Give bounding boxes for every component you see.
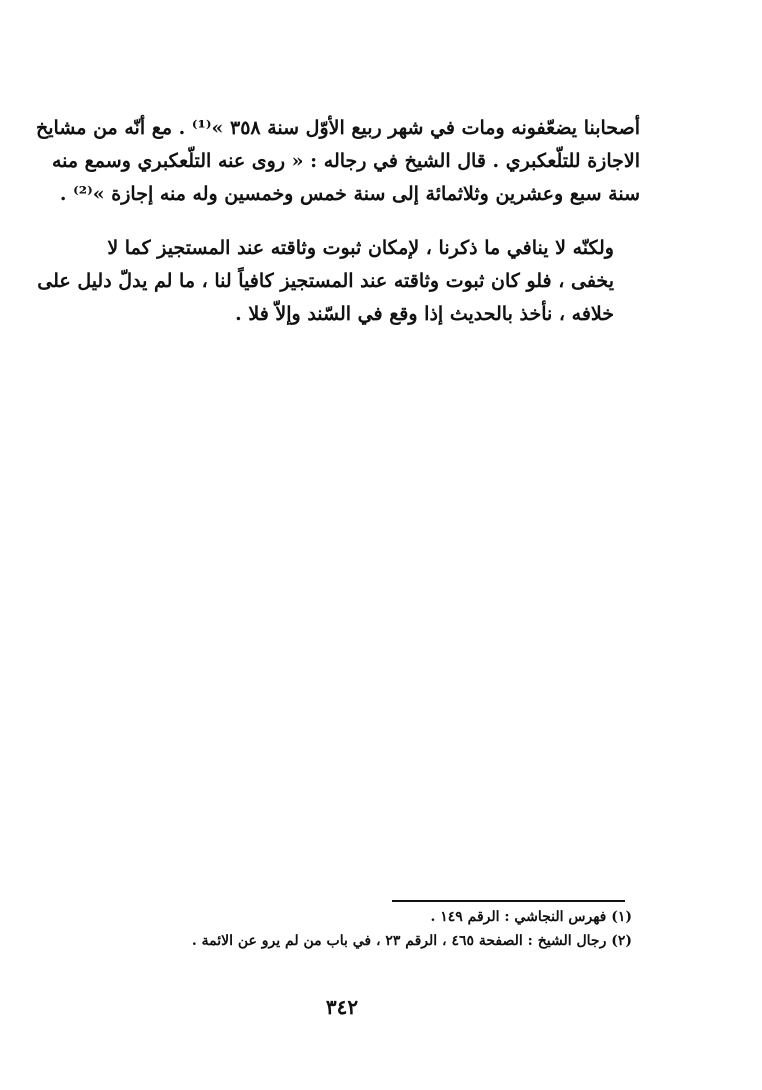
page-number: ٣٤٢ [325, 995, 359, 1019]
footnote-divider [392, 900, 625, 902]
paragraph-line: خلافه ، نأخذ بالحديث إذا وقع في السّند وإلاّ فلا . [235, 303, 614, 325]
paragraph-1 [36, 112, 640, 211]
paragraph-line: ولكنّه لا ينافي ما ذكرنا ، لإمكان ثبوت وثاقته عند المستجيز كما لا [107, 237, 614, 259]
footnote-1: (١) فهرس النجاشي : الرقم ١٤٩ . [430, 909, 632, 925]
paragraph-line: الاجازة للتلّعكبري . قال الشيخ في رجاله : « روى عنه التلّعكبري وسمع منه [51, 150, 640, 172]
paragraph-line: سنة سبع وعشرين وثلاثمائة إلى سنة خمس وخمسين وله منه إجازة »⁽²⁾ . [59, 183, 640, 205]
paragraph-line: يخفى ، فلو كان ثبوت وثاقته عند المستجيز كافياً لنا ، ما لم يدلّ دليل على [37, 270, 614, 292]
footnotes [150, 905, 632, 953]
paragraph-2 [37, 232, 640, 331]
footnote-2: (٢) رجال الشيخ : الصفحة ٤٦٥ ، الرقم ٢٣ ، في باب من لم يرو عن الائمة . [191, 933, 632, 949]
paragraph-line: أصحابنا يضعّفونه ومات في شهر ربيع الأوّل سنة ٣٥٨ »⁽¹⁾ . مع أنّه من مشايخ [36, 117, 640, 139]
